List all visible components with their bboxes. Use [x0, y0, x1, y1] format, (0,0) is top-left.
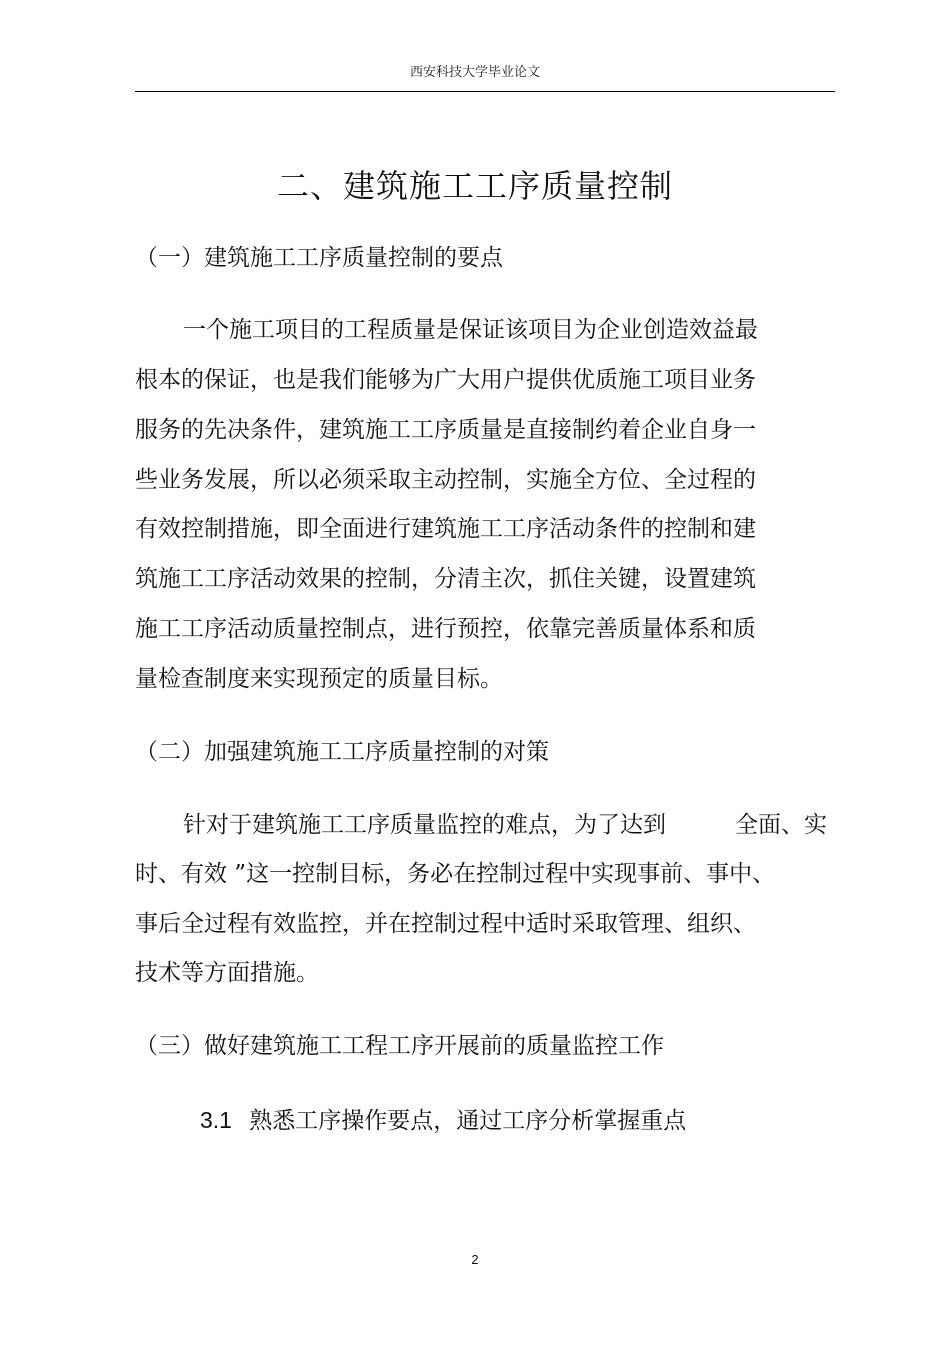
- chapter-title: 二、建筑施工工序质量控制: [276, 167, 673, 205]
- paragraph-line: 施工工序活动质量控制点，进行预控，依靠完善质量体系和质: [135, 616, 756, 642]
- subsection-title: 熟悉工序操作要点，通过工序分析掌握重点: [249, 1108, 687, 1134]
- paragraph-line: 事后全过程有效监控，并在控制过程中适时采取管理、组织、: [135, 911, 756, 937]
- paragraph-line: 服务的先决条件，建筑施工工序质量是直接制约着企业自身一: [135, 417, 756, 443]
- paragraph-line: 量检查制度来实现预定的质量目标。: [135, 666, 503, 692]
- paragraph-line: 针对于建筑施工工序质量监控的难点，为了达到: [183, 812, 666, 838]
- running-header-title: 西安科技大学毕业论文: [409, 65, 540, 80]
- paragraph-line: 些业务发展，所以必须采取主动控制，实施全方位、全过程的: [135, 467, 756, 493]
- header-divider: [135, 91, 835, 92]
- paragraph-line: 技术等方面措施。: [135, 960, 319, 986]
- page-number: 2: [471, 1252, 479, 1267]
- section-heading-1: （一）建筑施工工序质量控制的要点: [135, 245, 503, 271]
- section-heading-3: （三）做好建筑施工工程工序开展前的质量监控工作: [135, 1033, 664, 1059]
- paragraph-line: 筑施工工序活动效果的控制，分清主次，抓住关键，设置建筑: [135, 566, 756, 592]
- paragraph-line: 根本的保证，也是我们能够为广大用户提供优质施工项目业务: [135, 367, 756, 393]
- paragraph-line: 时、有效 ”这一控制目标，务必在控制过程中实现事前、事中、: [135, 861, 776, 887]
- paragraph-line: 有效控制措施，即全面进行建筑施工工序活动条件的控制和建: [135, 516, 756, 542]
- section-heading-2: （二）加强建筑施工工序质量控制的对策: [135, 739, 549, 765]
- subsection-number: 3.1: [200, 1107, 232, 1133]
- paragraph-line-fragment: 全面、实: [735, 812, 827, 838]
- paragraph-line: 一个施工项目的工程质量是保证该项目为企业创造效益最: [183, 317, 758, 343]
- subsection-heading-3-1: [200, 1105, 686, 1136]
